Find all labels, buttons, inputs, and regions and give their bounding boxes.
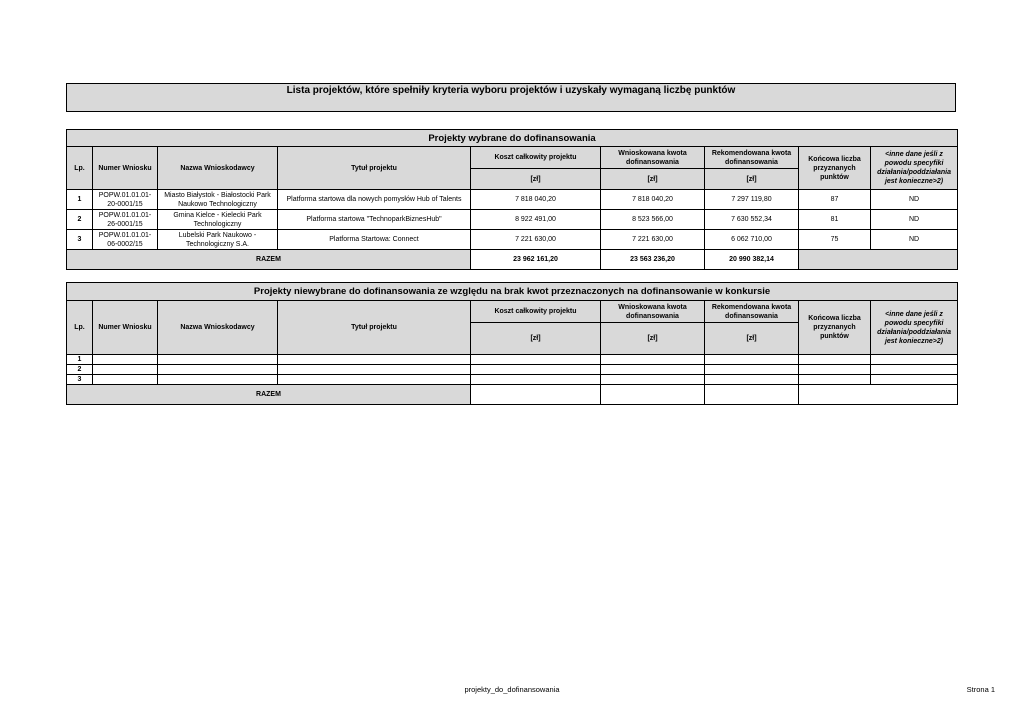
header-inne: <inne dane jeśli z powodu specyfiki działania/poddziałania jest konieczne>2) xyxy=(871,301,958,355)
header-rekomendowana: Rekomendowana kwota dofinansowania xyxy=(705,301,799,323)
cell-nazwa: Lubelski Park Naukowo - Technologiczny S.A. xyxy=(158,230,278,250)
page-number: Strona 1 xyxy=(966,685,995,694)
header-tytul: Tytuł projektu xyxy=(278,147,471,190)
cell-rekomendowana: 6 062 710,00 xyxy=(705,230,799,250)
header-lp: Lp. xyxy=(67,301,93,355)
table-row xyxy=(67,190,958,210)
cell-lp: 1 xyxy=(67,190,93,210)
table-row xyxy=(67,230,958,250)
header-inne: <inne dane jeśli z powodu specyfiki działania/poddziałania jest konieczne>2) xyxy=(871,147,958,190)
header-unit: [zł] xyxy=(471,323,601,355)
cell-koszt: 7 818 040,20 xyxy=(471,190,601,210)
cell-punkty: 81 xyxy=(799,210,871,230)
header-lp: Lp. xyxy=(67,147,93,190)
cell-lp: 1 xyxy=(67,355,93,365)
table-row xyxy=(67,365,958,375)
header-nazwa: Nazwa Wnioskodawcy xyxy=(158,301,278,355)
header-koncowa: Końcowa liczba przyznanych punktów xyxy=(799,301,871,355)
table-row xyxy=(67,375,958,385)
razem-label: RAZEM xyxy=(67,385,471,405)
header-numer: Numer Wniosku xyxy=(93,147,158,190)
header-nazwa: Nazwa Wnioskodawcy xyxy=(158,147,278,190)
cell-inne: ND xyxy=(871,210,958,230)
cell-inne: ND xyxy=(871,190,958,210)
totals-row xyxy=(67,250,958,270)
razem-label: RAZEM xyxy=(67,250,471,270)
cell-punkty: 87 xyxy=(799,190,871,210)
cell-wnioskowana: 7 818 040,20 xyxy=(601,190,705,210)
table-row xyxy=(67,355,958,365)
cell-numer: POPW.01.01.01-26-0001/15 xyxy=(93,210,158,230)
cell-lp: 3 xyxy=(67,375,93,385)
sheet-name: projekty_do_dofinansowania xyxy=(464,685,560,694)
header-wnioskowana: Wnioskowana kwota dofinansowania xyxy=(601,147,705,169)
cell-tytul: Platforma Startowa: Connect xyxy=(278,230,471,250)
cell-koszt: 7 221 630,00 xyxy=(471,230,601,250)
cell-punkty: 75 xyxy=(799,230,871,250)
header-unit: [zł] xyxy=(705,323,799,355)
header-wnioskowana: Wnioskowana kwota dofinansowania xyxy=(601,301,705,323)
cell-numer: POPW.01.01.01-06-0002/15 xyxy=(93,230,158,250)
header-unit: [zł] xyxy=(705,169,799,190)
cell-lp: 2 xyxy=(67,365,93,375)
cell-tytul: Platforma startowa "TechnoparkBiznesHub" xyxy=(278,210,471,230)
total-wnioskowana: 23 563 236,20 xyxy=(601,250,705,270)
header-numer: Numer Wniosku xyxy=(93,301,158,355)
header-unit: [zł] xyxy=(601,323,705,355)
selected-projects-table xyxy=(66,129,958,270)
total-empty xyxy=(799,250,958,270)
header-koszt: Koszt całkowity projektu xyxy=(471,301,601,323)
cell-lp: 3 xyxy=(67,230,93,250)
cell-rekomendowana: 7 630 552,34 xyxy=(705,210,799,230)
cell-nazwa: Gmina Kielce - Kielecki Park Technologiczny xyxy=(158,210,278,230)
cell-numer: POPW.01.01.01-20-0001/15 xyxy=(93,190,158,210)
cell-lp: 2 xyxy=(67,210,93,230)
cell-inne: ND xyxy=(871,230,958,250)
cell-nazwa: Miasto Białystok - Białostocki Park Naukowo Technologiczny xyxy=(158,190,278,210)
total-rekomendowana: 20 990 382,14 xyxy=(705,250,799,270)
document-title: Lista projektów, które spełniły kryteria wyboru projektów i uzyskały wymaganą liczbę punktów xyxy=(66,83,956,112)
section-title: Projekty wybrane do dofinansowania xyxy=(67,130,958,147)
total-koszt: 23 962 161,20 xyxy=(471,250,601,270)
totals-row xyxy=(67,385,958,405)
header-unit: [zł] xyxy=(471,169,601,190)
cell-tytul: Platforma startowa dla nowych pomysłów Hub of Talents xyxy=(278,190,471,210)
section-title: Projekty niewybrane do dofinansowania ze względu na brak kwot przeznaczonych na dofinansowanie w konkursie xyxy=(67,283,958,301)
header-rekomendowana: Rekomendowana kwota dofinansowania xyxy=(705,147,799,169)
header-tytul: Tytuł projektu xyxy=(278,301,471,355)
cell-wnioskowana: 8 523 566,00 xyxy=(601,210,705,230)
table-row xyxy=(67,210,958,230)
cell-wnioskowana: 7 221 630,00 xyxy=(601,230,705,250)
cell-rekomendowana: 7 297 119,80 xyxy=(705,190,799,210)
header-koszt: Koszt całkowity projektu xyxy=(471,147,601,169)
not-selected-projects-table xyxy=(66,282,958,405)
header-koncowa: Końcowa liczba przyznanych punktów xyxy=(799,147,871,190)
header-unit: [zł] xyxy=(601,169,705,190)
cell-koszt: 8 922 491,00 xyxy=(471,210,601,230)
